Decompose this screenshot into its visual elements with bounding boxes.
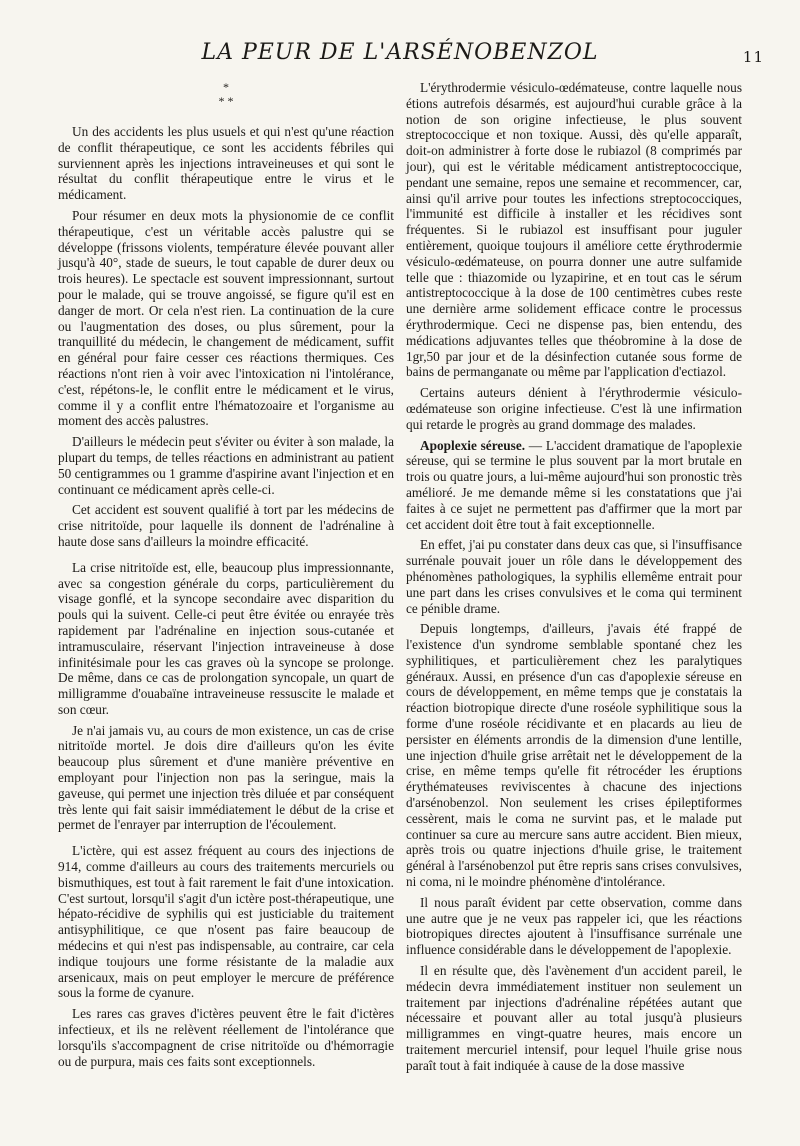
paragraph-serous-apoplexy <box>406 438 742 533</box>
left-column <box>58 80 394 1074</box>
paragraph-icterus: L'ictère, qui est assez fréquent au cours des injections de 914, comme d'ailleurs au cours des traitements mercuriels ou bismuthiques, est tout à fait rarement le fait d'une intoxication. C'est surtout, lorsqu'il s'agit d'un ictère post-thérapeutique, une hépato-récidive de syphilis qui est justiciable du traitement antisyphilitique, ce que n'osent pas faire beaucoup de médecins et qui n'est pas indispensable, au contraire, car cela indique toujours une forme résistante de la maladie aux arsenicaux, mais on peut employer le mercure de préférence sous la forme de cyanure. <box>58 843 394 1001</box>
paragraph-authors-deny: Certains auteurs dénient à l'érythrodermie vésiculo-œdémateuse son origine infectieuse. C'est là une infirmation qui retarde le progrès au grand dommage des malades. <box>406 385 742 432</box>
paragraph-apoplexy-text: — L'accident dramatique de l'apoplexie séreuse, qui se termine le plus souvent par la mort brutale en trois ou quatre jours, a lui-même aujourd'hui son pronostic très amélioré. Je me demande même si les constatations que j'ai faites à ce sujet ne permettent pas d'affirmer que la mort par cet accident doit être tout à fait exceptionnelle. <box>406 437 742 532</box>
paragraph-febrile-accidents: Un des accidents les plus usuels et qui n'est qu'une réaction de conflit thérapeutique, ce sont les accidents fébriles qui surviennent après les injections intraveineuses et qui sont le résultat du conflit thérapeutique entre le virus et le médicament. <box>58 124 394 203</box>
asterism-ornament <box>58 80 394 108</box>
paragraph-syndrome: Depuis longtemps, d'ailleurs, j'avais été frappé de l'existence d'un syndrome semblable spontané chez les syphilitiques, et particulièrement chez les paralytiques généraux. Aussi, en présence d'un cas d'apoplexie séreuse en cours de développement, en même temps que je constatais la réaction biotropique directe d'une roséole syphilitique sous la forme d'une roséole récidivante et en placards au lieu de persister en éléments arrondis de la dimension d'une lentille, une injection d'huile grise arrêtait net le développement de la crise, en même temps qu'elle fit rétrocéder les éruptions érythémateuses reviviscentes à chacune des injections d'arsénobenzol. Non seulement les crises épileptiformes cessèrent, mais le coma ne survint pas, et le malade put continuer sa cure au mercure sans autre accident. Bien mieux, après trois ou quatre injections d'huile grise, le traitement général à l'arsénobenzol put être repris sans crises convulsives, ni coma, ni le moindre phénomène d'intolérance. <box>406 621 742 890</box>
paragraph-observation: Il nous paraît évident par cette observation, comme dans une autre que je ne veux pas rappeler ici, que les réactions biotropiques directes ajoutent à l'insuffisance surrénale une influence considérable dans le développement de l'apoplexie. <box>406 894 742 958</box>
paragraph-misqualified: Cet accident est souvent qualifié à tort par les médecins de crise nitritoïde, pour laquelle ils donnent de l'adrénaline à haute dose sans d'ailleurs la moindre efficacité. <box>58 502 394 549</box>
paragraph-gaveuse: Je n'ai jamais vu, au cours de mon existence, un cas de crise nitritoïde mortel. Je dois dire d'ailleurs qu'on les évite beaucoup plus sûrement et d'une manière préventive en employant pour l'injection non pas la seringue, mais la gaveuse, qui permet une injection très diluée et par conséquent très lente qui fait saisir immédiatement le début de la crise et permet de l'enrayer par interruption de l'écoulement. <box>58 722 394 833</box>
paragraph-rare-grave-cases: Les rares cas graves d'ictères peuvent être le fait d'ictères infectieux, et ils ne relèvent réellement de l'intolérance que lorsqu'ils s'accompagnent de crise nitritoïde ou d'hémorragie ou de purpura, mais ces faits sont exceptionnels. <box>58 1006 394 1069</box>
asterism-star: * <box>223 80 229 94</box>
paragraph-aspirin: D'ailleurs le médecin peut s'éviter ou éviter à son malade, la plupart du temps, de telles réactions en administrant au patient 50 centigrammes ou 1 gramme d'aspirine avant l'injection et en continuant ce médicament après celle-ci. <box>58 434 394 497</box>
asterism-star: * <box>218 94 225 108</box>
running-title: LA PEUR DE L'ARSÉNOBENZOL <box>201 40 599 65</box>
paragraph-erythrodermia: L'érythrodermie vésiculo-œdémateuse, contre laquelle nous étions autrefois désarmés, est aujourd'hui curable grâce à la notion de son origine infectieuse, le plus souvent streptococcique et non toxique. Aussi, dès qu'elle apparaît, doit-on administrer à forte dose le rubiazol (8 comprimés par jour), qui est le véritable médicament antistreptococcique, pendant une semaine, repos une semaine et recommencer, car, ainsi qu'il arrive pour toutes les infections streptococciques, l'immunité est difficile à installer et les récidives sont fréquentes. Si le rubiazol est insuffisant pour juguler entièrement, quoique toujours il améliore cette érythrodermie vésiculo-œdémateuse, on pourra donner une autre sulfamide telle que : thiazomide ou lyzapirine, et en tout cas le sérum antistreptococcique à la dose de 100 centimètres cubes reste une dernière arme solidement efficace contre le processus érythrodermique. Ceci ne dispense pas, bien entendu, des médications adjuvantes telles que théobromine à la dose de 1gr,50 par jour et de la désinfection cutanée sous forme de bains de permanganate ou même par l'application d'ectiazol. <box>406 80 742 380</box>
asterism-star: * <box>227 94 234 108</box>
section-heading-apoplexy: Apoplexie séreuse. <box>420 437 526 453</box>
paragraph-treatment: Il en résulte que, dès l'avènement d'un accident pareil, le médecin devra immédiatement instituer non seulement un traitement par injections d'adrénaline répétées autant que nécessaire et pouvant aller au total jusqu'à plusieurs milligrammes en vingt-quatre heures, mais encore un traitement mercuriel intensif, pour lequel l'huile grise nous paraît tout à fait indiquée à cause de la dose massive <box>406 963 742 1073</box>
page-number: 11 <box>742 48 764 66</box>
paragraph-malarial-access: Pour résumer en deux mots la physionomie de ce conflit thérapeutique, c'est un véritable accès palustre qui se développe (frissons violents, température élevée pouvant aller jusqu'à 40°, stade de sueurs, le tout capable de durer deux ou trois heures). Le spectacle est souvent impressionnant, surtout pour le malade, qui se trouve angoissé, se figure qu'il est en danger de mort. Or cela n'est rien. La continuation de la cure ou l'augmentation des doses, ou plus sûrement, pour la tranquillité du médecin, le changement de médicament, suffit en général pour faire cesser ces réactions thermiques. Ces réactions n'ont rien à voir avec l'intoxication ni l'intolérance, c'est, répétons-le, le conflit entre le médicament et le virus, comme il y a conflit entre l'hématozoaire et l'organisme au moment des accès palustres. <box>58 207 394 429</box>
paragraph-nitritoid-crisis: La crise nitritoïde est, elle, beaucoup plus impressionnante, avec sa congestion générale du corps, particulièrement du visage gonflé, et la syncope secondaire avec disparition du pouls qui la suivent. Celle-ci peut être évitée ou enrayée très rapidement par l'adrénaline en injection sous-cutanée et intramusculaire, réservant l'injection intraveineuse à dose infinitésimale pour les cas graves où la syncope se prolonge. De même, dans ce cas de prolongation syncopale, un quart de milligramme d'ouabaïne intraveineuse ressuscite le malade et son cœur. <box>58 559 394 717</box>
right-column <box>406 80 742 1079</box>
paragraph-two-cases: En effet, j'ai pu constater dans deux cas que, si l'insuffisance surrénale pouvait jouer un rôle dans le développement des phénomènes pathologiques, la syphilis ellemême entrait pour une part dans les crises convulsives et le coma qui terminent ce pénible drame. <box>406 537 742 616</box>
